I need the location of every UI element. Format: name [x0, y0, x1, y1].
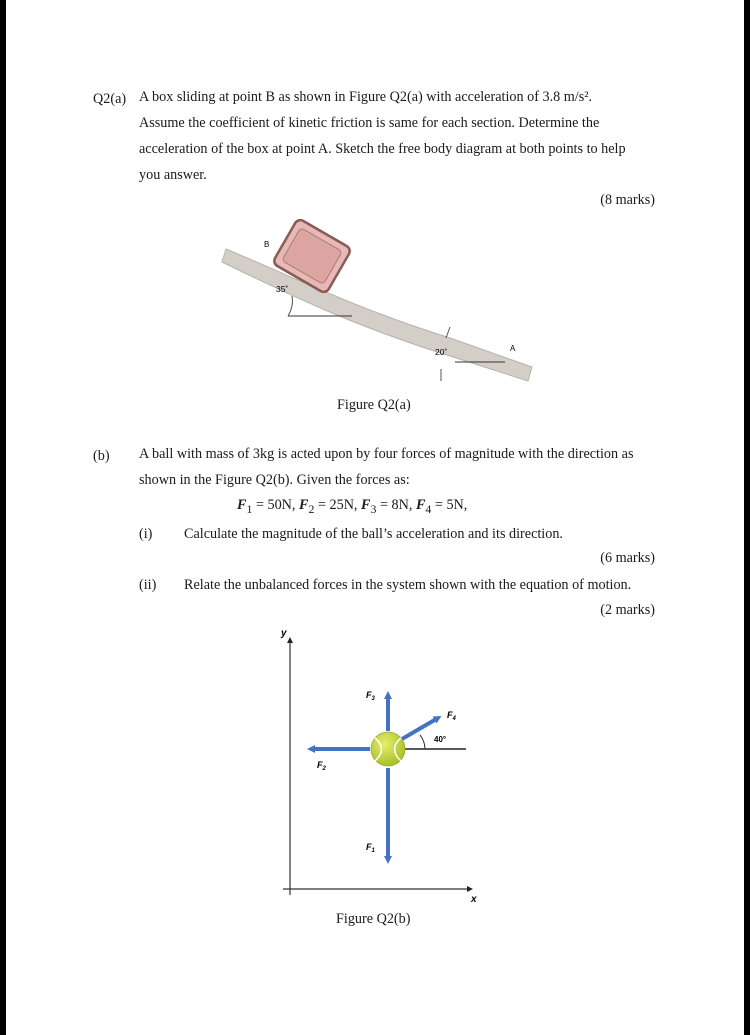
- force-symbol: F: [237, 497, 247, 513]
- sub-question-i-marks: (6 marks): [600, 550, 655, 566]
- force-f3-label: $F_3$: [366, 690, 375, 702]
- figure-q2b-caption: Figure Q2(b): [336, 911, 411, 927]
- force-subscript: 4: [425, 501, 432, 516]
- sub-question-i-text: Calculate the magnitude of the ball’s acceleration and its direction.: [184, 526, 563, 542]
- force-symbol: F: [415, 497, 426, 513]
- force-subscript: 3: [370, 501, 377, 516]
- question-a-marks: (8 marks): [600, 192, 655, 208]
- sub-question-i-label: (i): [139, 526, 153, 542]
- question-b-line: shown in the Figure Q2(b). Given the forces as:: [139, 472, 410, 488]
- force-f2-label: $F_2$: [317, 760, 326, 772]
- question-b-line: A ball with mass of 3kg is acted upon by four forces of magnitude with the direction as: [139, 446, 634, 462]
- question-a-label: Q2(a): [93, 91, 127, 107]
- force-subscript: 1: [246, 501, 253, 516]
- point-a-label: A: [510, 344, 516, 353]
- question-a-line: Assume the coefficient of kinetic friction is same for each section. Determine the: [139, 115, 600, 131]
- angle-35-label: 35˚: [276, 284, 289, 294]
- force-f4-arrow[interactable]: [402, 718, 438, 739]
- force-value: = 25N,: [314, 497, 358, 513]
- force-symbol: F: [299, 497, 309, 513]
- force-value: = 8N,: [376, 497, 413, 513]
- force-symbol: F: [361, 497, 371, 513]
- question-a-line: acceleration of the box at point A. Sketch the free body diagram at both points to help: [139, 141, 626, 157]
- sub-question-ii-text: Relate the unbalanced forces in the system shown with the equation of motion.: [184, 577, 632, 593]
- figure-q2a-caption: Figure Q2(a): [337, 397, 411, 413]
- force-f4-label: $F_4$: [447, 710, 456, 722]
- force-value: = 50N,: [252, 497, 296, 513]
- sub-question-ii-label: (ii): [139, 577, 157, 593]
- point-b-label: B: [264, 240, 270, 249]
- angle-40-arc: [420, 735, 425, 749]
- sub-question-ii-marks: (2 marks): [600, 602, 655, 618]
- question-b-label: (b): [93, 448, 110, 464]
- tennis-ball: [371, 732, 405, 766]
- question-a-line: A box sliding at point B as shown in Figure Q2(a) with acceleration of 3.8 m/s².: [139, 89, 593, 105]
- y-axis-label: y: [281, 628, 287, 639]
- force-f1-label: $F_1$: [366, 842, 375, 854]
- question-a-line: you answer.: [139, 167, 207, 183]
- x-axis-label: x: [471, 894, 477, 905]
- force-subscript: 2: [308, 501, 315, 516]
- angle-40-label: 40°: [434, 735, 447, 744]
- angle-20-label: 20˚: [435, 347, 448, 357]
- force-value: = 5N,: [431, 497, 468, 513]
